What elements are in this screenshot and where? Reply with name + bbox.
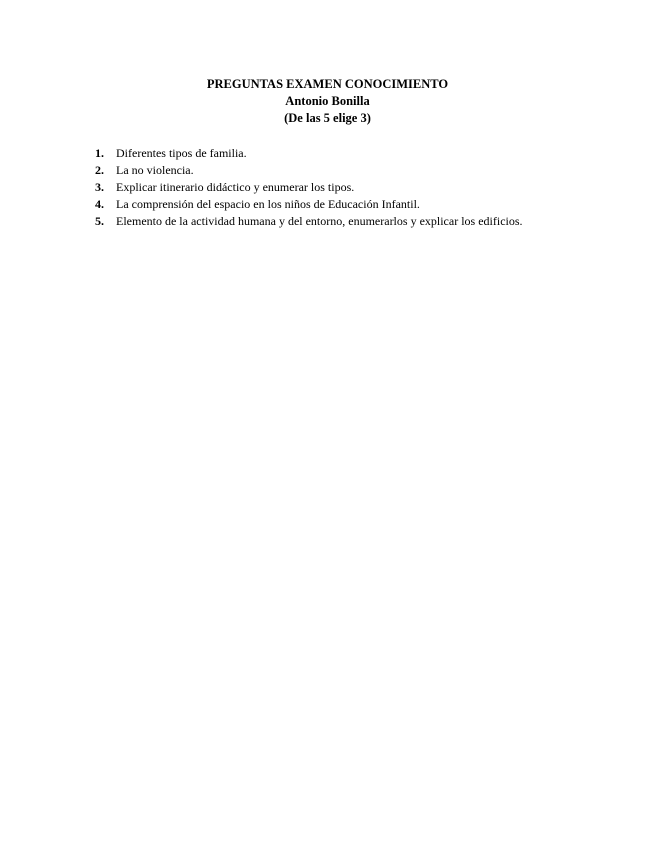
question-text: La comprensión del espacio en los niños de Educación Infantil. (116, 197, 420, 211)
question-number: 4. (95, 197, 104, 211)
document-header (0, 76, 655, 127)
question-number: 1. (95, 146, 104, 160)
question-text: Explicar itinerario didáctico y enumerar los tipos. (116, 180, 355, 194)
document-instruction: (De las 5 elige 3) (284, 111, 371, 125)
question-item (95, 145, 635, 162)
question-number: 2. (95, 163, 104, 177)
question-item (95, 213, 635, 230)
question-item (95, 179, 635, 196)
question-text: Elemento de la actividad humana y del entorno, enumerarlos y explicar los edificios. (116, 214, 523, 228)
question-number: 3. (95, 180, 104, 194)
question-number: 5. (95, 214, 104, 228)
question-list (95, 145, 635, 230)
question-item (95, 162, 635, 179)
question-text: Diferentes tipos de familia. (116, 146, 247, 160)
question-text: La no violencia. (116, 163, 194, 177)
question-item (95, 196, 635, 213)
document-title: PREGUNTAS EXAMEN CONOCIMIENTO (206, 77, 449, 91)
document-author: Antonio Bonilla (285, 94, 370, 108)
